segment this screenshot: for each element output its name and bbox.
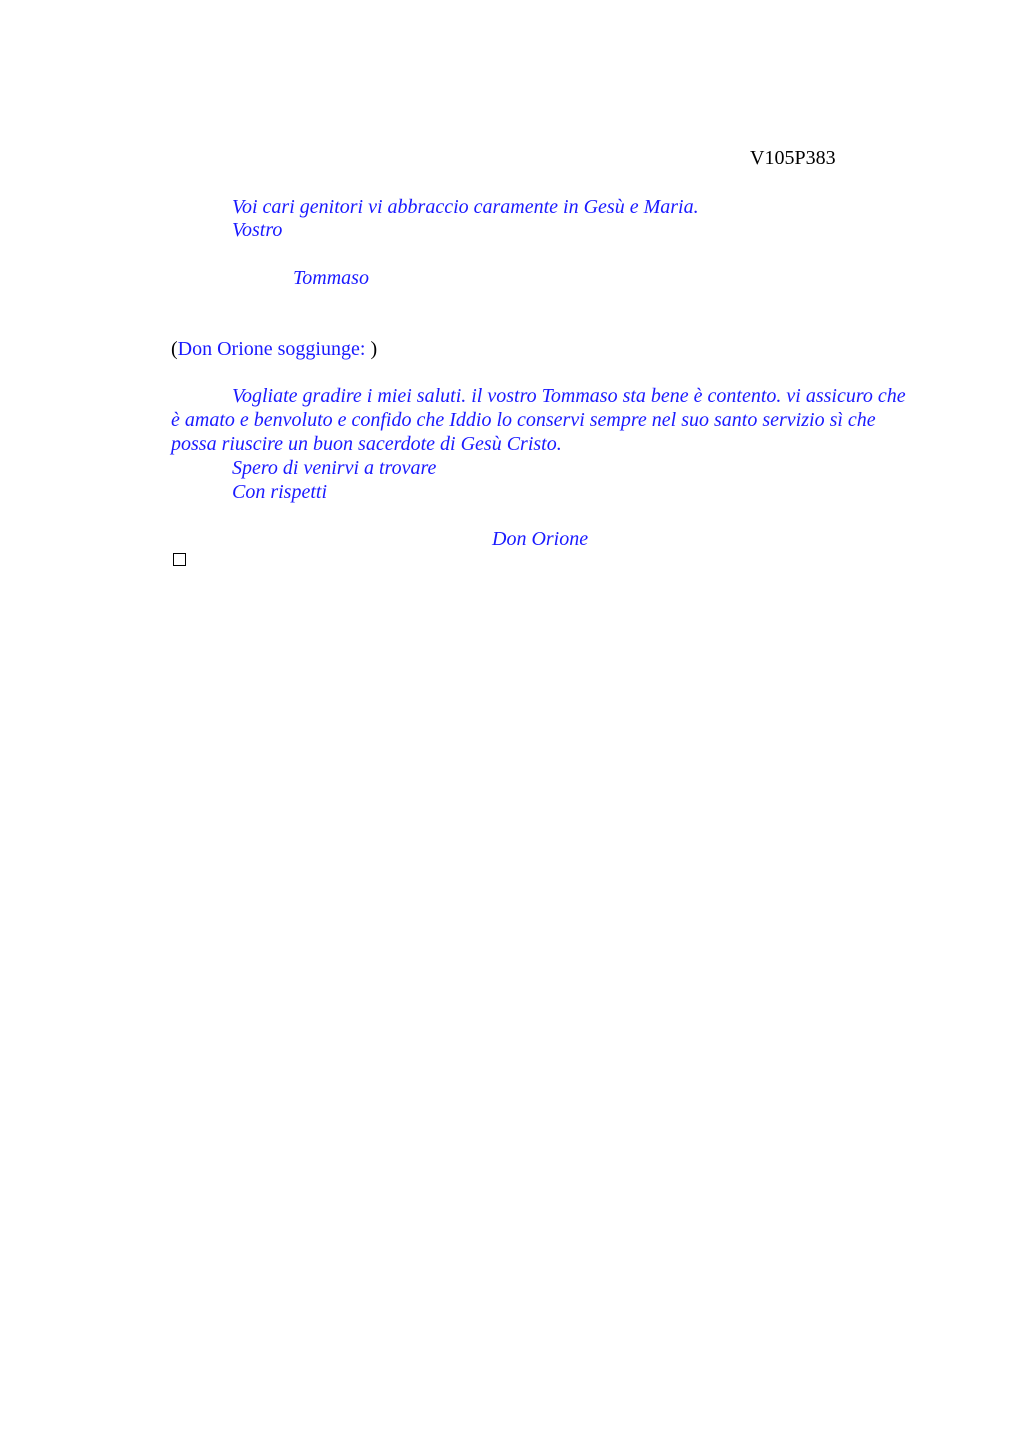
postscript-signature: Don Orione [492, 528, 589, 550]
note-label: Don Orione soggiunge: [177, 338, 371, 360]
square-marker-icon [173, 553, 186, 566]
letter-signature: Tommaso [293, 267, 369, 289]
postscript-body: Vogliate gradire i miei saluti. il vostro Tommaso sta bene è contento. vi assicuro che è amato e benvoluto e confido che Iddio lo conservi sempre nel suo santo servizio sì che possa riuscire un buon sacerdote di Gesù Cristo. [171, 385, 906, 455]
note-close-paren: ) [370, 338, 378, 360]
page-id: V105P383 [750, 147, 836, 169]
postscript-closing: Con rispetti [232, 481, 328, 503]
editor-note [171, 337, 377, 361]
note-open-paren: ( [171, 338, 178, 360]
letter-greeting: Voi cari genitori vi abbraccio caramente in Gesù e Maria. [232, 196, 699, 218]
letter-closing: Vostro [232, 219, 283, 241]
postscript-line: Spero di venirvi a trovare [232, 457, 437, 479]
